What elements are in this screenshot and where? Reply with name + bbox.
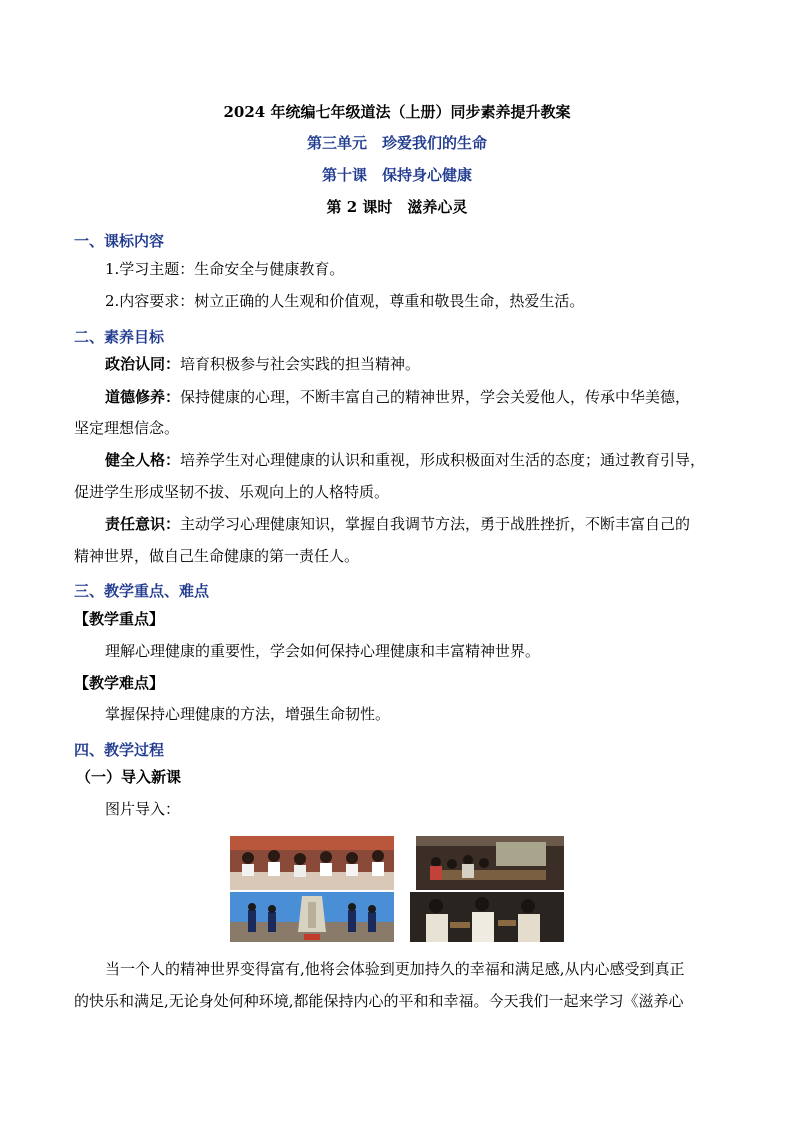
document-title: 2024 年统编七年级道法（上册）同步素养提升教案 xyxy=(223,103,571,121)
traditional-costume-students-photo xyxy=(410,892,564,942)
goal-text: 培养学生对心理健康的认识和重视，形成积极面对生活的态度；通过教育引导， xyxy=(180,451,706,469)
unit-title: 第三单元 珍爱我们的生命 xyxy=(306,134,487,152)
key-point-label: 【教学重点】 xyxy=(74,610,165,628)
goal-label: 责任意识： xyxy=(105,515,181,533)
goal-label: 健全人格： xyxy=(105,451,181,469)
curriculum-item-1: 1.学习主题：生命安全与健康教育。 xyxy=(105,260,345,278)
goal-moral-continued: 坚定理想信念。 xyxy=(74,419,180,437)
goal-responsibility xyxy=(105,517,690,532)
lesson-title: 第十课 保持身心健康 xyxy=(321,166,472,184)
goal-responsibility-continued: 精神世界，做自己生命健康的第一责任人。 xyxy=(74,547,360,565)
difficulty-label: 【教学难点】 xyxy=(74,674,165,692)
goal-text: 主动学习心理健康知识，掌握自我调节方法，勇于战胜挫折，不断丰富自己的 xyxy=(180,515,691,533)
goal-moral xyxy=(105,390,690,405)
section-heading-focus: 三、教学重点、难点 xyxy=(74,582,210,600)
key-point-text: 理解心理健康的重要性，学会如何保持心理健康和丰富精神世界。 xyxy=(105,642,541,660)
goal-text: 培育积极参与社会实践的担当精神。 xyxy=(180,355,421,373)
goal-personality xyxy=(105,453,705,468)
goal-political xyxy=(105,357,420,372)
body-paragraph-line-2: 的快乐和满足,无论身处何种环境,都能保持内心的平和和幸福。今天我们一起来学习《滋养心 xyxy=(74,992,684,1010)
section-heading-process: 四、教学过程 xyxy=(74,741,165,759)
curriculum-item-2: 2.内容要求：树立正确的人生观和价值观，尊重和敬畏生命，热爱生活。 xyxy=(105,292,585,310)
intro-label: 图片导入： xyxy=(105,800,181,818)
monument-ceremony-photo xyxy=(230,892,394,942)
difficulty-text: 掌握保持心理健康的方法，增强生命韧性。 xyxy=(105,705,391,723)
section-heading-goals: 二、素养目标 xyxy=(74,328,165,346)
subsection-intro: （一）导入新课 xyxy=(76,768,182,786)
goal-text: 保持健康的心理，不断丰富自己的精神世界，学会关爱他人，传承中华美德， xyxy=(180,388,691,406)
period-title: 第 2 课时 滋养心灵 xyxy=(326,198,468,216)
goal-label: 政治认同： xyxy=(105,355,181,373)
goal-label: 道德修养： xyxy=(105,388,181,406)
body-paragraph-line-1: 当一个人的精神世界变得富有,他将会体验到更加持久的幸福和满足感,从内心感受到真正 xyxy=(105,960,685,978)
section-heading-curriculum: 一、课标内容 xyxy=(74,232,165,250)
group-activity-photo xyxy=(416,836,564,890)
classroom-students-photo xyxy=(230,836,394,890)
goal-personality-continued: 促进学生形成坚韧不拔、乐观向上的人格特质。 xyxy=(74,483,390,501)
